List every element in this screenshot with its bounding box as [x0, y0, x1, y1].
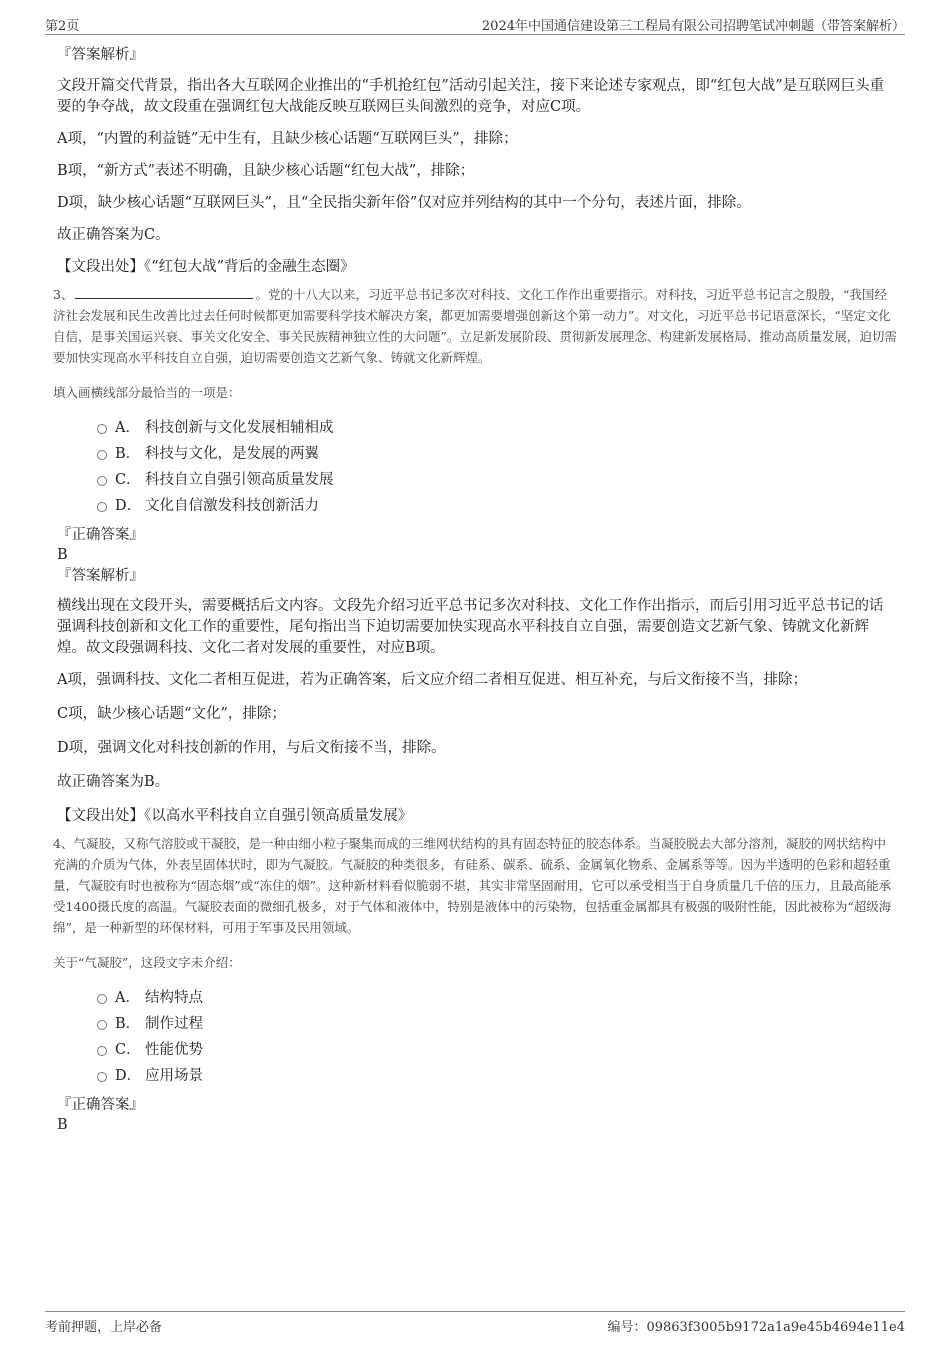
q3-blank — [75, 286, 253, 299]
q2-option-d-analysis: D项，缺少核心话题“互联网巨头”，且“全民指尖新年俗”仅对应并列结构的其中一个分句，表述片面，排除。 — [57, 195, 751, 211]
q4-options — [57, 985, 897, 1089]
q4-answer-tag: 『正确答案』 — [57, 1097, 144, 1113]
page-footer — [45, 1311, 905, 1338]
radio-icon[interactable] — [97, 994, 107, 1004]
option-letter: B． — [115, 446, 141, 462]
radio-icon[interactable] — [97, 502, 107, 512]
q3-option-d[interactable] — [57, 493, 897, 519]
option-text: 文化自信激发科技创新活力 — [145, 498, 319, 514]
document-title: 2024年中国通信建设第三工程局有限公司招聘笔试冲刺题（带答案解析） — [481, 19, 905, 34]
q3-conclusion: 故正确答案为B。 — [57, 774, 170, 790]
q3-passage — [53, 284, 897, 368]
q3-source: 【文段出处】《以高水平科技自立自强引领高质量发展》 — [57, 808, 413, 824]
option-letter: B． — [115, 1016, 141, 1032]
q4-option-c[interactable] — [57, 1037, 897, 1063]
radio-icon[interactable] — [97, 476, 107, 486]
option-letter: D． — [115, 1068, 142, 1084]
q3-number: 3、 — [53, 287, 74, 302]
option-letter: A． — [115, 990, 140, 1006]
q3-answer-tag: 『正确答案』 — [57, 527, 144, 543]
q3-option-b[interactable] — [57, 441, 897, 467]
q3-analysis-text: 横线出现在文段开头，需要概括后文内容。文段先介绍习近平总书记多次对科技、文化工作作出指示，而后引用习近平总书记的话强调科技创新和文化工作的重要性，尾句指出当下迫切需要加快实现高水平科技自立自强，需要创造文艺新气象、铸就文化新辉煌。故文段强调科技、文化二者对发展的重要性，对应B项。 — [57, 598, 884, 656]
q4-passage: 4、气凝胶，又称气溶胶或干凝胶，是一种由细小粒子聚集而成的三维网状结构的具有固态特征的胶态体系。当凝胶脱去大部分溶剂，凝胶的网状结构中充满的介质为气体，外表呈固体状时，即为气凝胶。气凝胶的种类很多，有硅系、碳系、硫系、金属氧化物系、金属系等等。因为半透明的色彩和超轻重量，气凝胶有时也被称为“固态烟”或“冻住的烟”。这种新材料看似脆弱不堪，其实非常坚固耐用，它可以承受相当于自身质量几千倍的压力，且最高能承受1400摄氏度的高温。气凝胶表面的微细孔极多，对于气体和液体中，特别是液体中的污染物，包括重金属都具有极强的吸附性能，因此被称为“超级海绵”，是一种新型的环保材料，可用于军事及民用领域。 — [53, 836, 892, 935]
q3-option-c-analysis: C项，缺少核心话题“文化”，排除； — [57, 706, 286, 722]
option-text: 结构特点 — [145, 990, 203, 1006]
footer-slogan: 考前押题，上岸必备 — [45, 1320, 163, 1335]
q2-analysis-tag: 『答案解析』 — [57, 47, 144, 63]
q3-options — [57, 415, 897, 519]
option-letter: C． — [115, 472, 141, 488]
q2-option-a-analysis: A项，“内置的利益链”无中生有，且缺少核心话题“互联网巨头”，排除； — [57, 131, 518, 147]
q2-source: 【文段出处】《“红包大战”背后的金融生态圈》 — [57, 259, 355, 275]
q3-passage-text: 。党的十八大以来，习近平总书记多次对科技、文化工作作出重要指示。对科技，习近平总书记言之殷殷，“我国经济社会发展和民生改善比过去任何时候都更加需要科学技术解决方案，都更加需要增强创新这个第一动力”。对文化，习近平总书记语意深长，“坚定文化自信，是事关国运兴衰、事关文化安全、事关民族精神独立性的大问题”。立足新发展阶段、贯彻新发展理念、构建新发展格局、推动高质量发展，迫切需要加快实现高水平科技自立自强，迫切需要创造文艺新气象、铸就文化新辉煌。 — [53, 287, 897, 365]
document-id: 编号：09863f3005b9172a1a9e45b4694e11e4 — [607, 1320, 905, 1335]
option-letter: D． — [115, 498, 142, 514]
q3-answer: B — [57, 547, 68, 563]
radio-icon[interactable] — [97, 1020, 107, 1030]
q2-option-b-analysis: B项，“新方式”表述不明确，且缺少核心话题“红包大战”，排除； — [57, 163, 475, 179]
page-number: 第2页 — [45, 19, 80, 34]
radio-icon[interactable] — [97, 1072, 107, 1082]
option-text: 科技与文化，是发展的两翼 — [145, 446, 319, 462]
option-text: 性能优势 — [145, 1042, 203, 1058]
q3-option-d-analysis: D项，强调文化对科技创新的作用，与后文衔接不当，排除。 — [57, 740, 446, 756]
q3-option-a-analysis: A项，强调科技、文化二者相互促进，若为正确答案，后文应介绍二者相互促进、相互补充，与后文衔接不当，排除； — [57, 672, 807, 688]
option-letter: C． — [115, 1042, 141, 1058]
radio-icon[interactable] — [97, 424, 107, 434]
option-text: 制作过程 — [145, 1016, 203, 1032]
option-letter: A． — [115, 420, 140, 436]
radio-icon[interactable] — [97, 1046, 107, 1056]
q3-option-a[interactable] — [57, 415, 897, 441]
page-content — [53, 45, 897, 1135]
q4-option-b[interactable] — [57, 1011, 897, 1037]
page-header — [45, 12, 905, 35]
q4-option-a[interactable] — [57, 985, 897, 1011]
radio-icon[interactable] — [97, 450, 107, 460]
q2-analysis-text: 文段开篇交代背景，指出各大互联网企业推出的“手机抢红包”活动引起关注，接下来论述专家观点，即“红包大战”是互联网巨头重要的争夺战，故文段重在强调红包大战能反映互联网巨头间激烈的竞争，对应C项。 — [57, 78, 885, 115]
q3-analysis-tag: 『答案解析』 — [57, 568, 144, 584]
q2-conclusion: 故正确答案为C。 — [57, 227, 170, 243]
q3-option-c[interactable] — [57, 467, 897, 493]
q4-prompt: 关于“气凝胶”，这段文字未介绍： — [53, 955, 241, 970]
option-text: 科技自立自强引领高质量发展 — [145, 472, 334, 488]
q4-option-d[interactable] — [57, 1063, 897, 1089]
option-text: 应用场景 — [145, 1068, 203, 1084]
q3-prompt: 填入画横线部分最恰当的一项是： — [53, 385, 241, 400]
q4-answer: B — [57, 1117, 68, 1133]
option-text: 科技创新与文化发展相辅相成 — [145, 420, 334, 436]
